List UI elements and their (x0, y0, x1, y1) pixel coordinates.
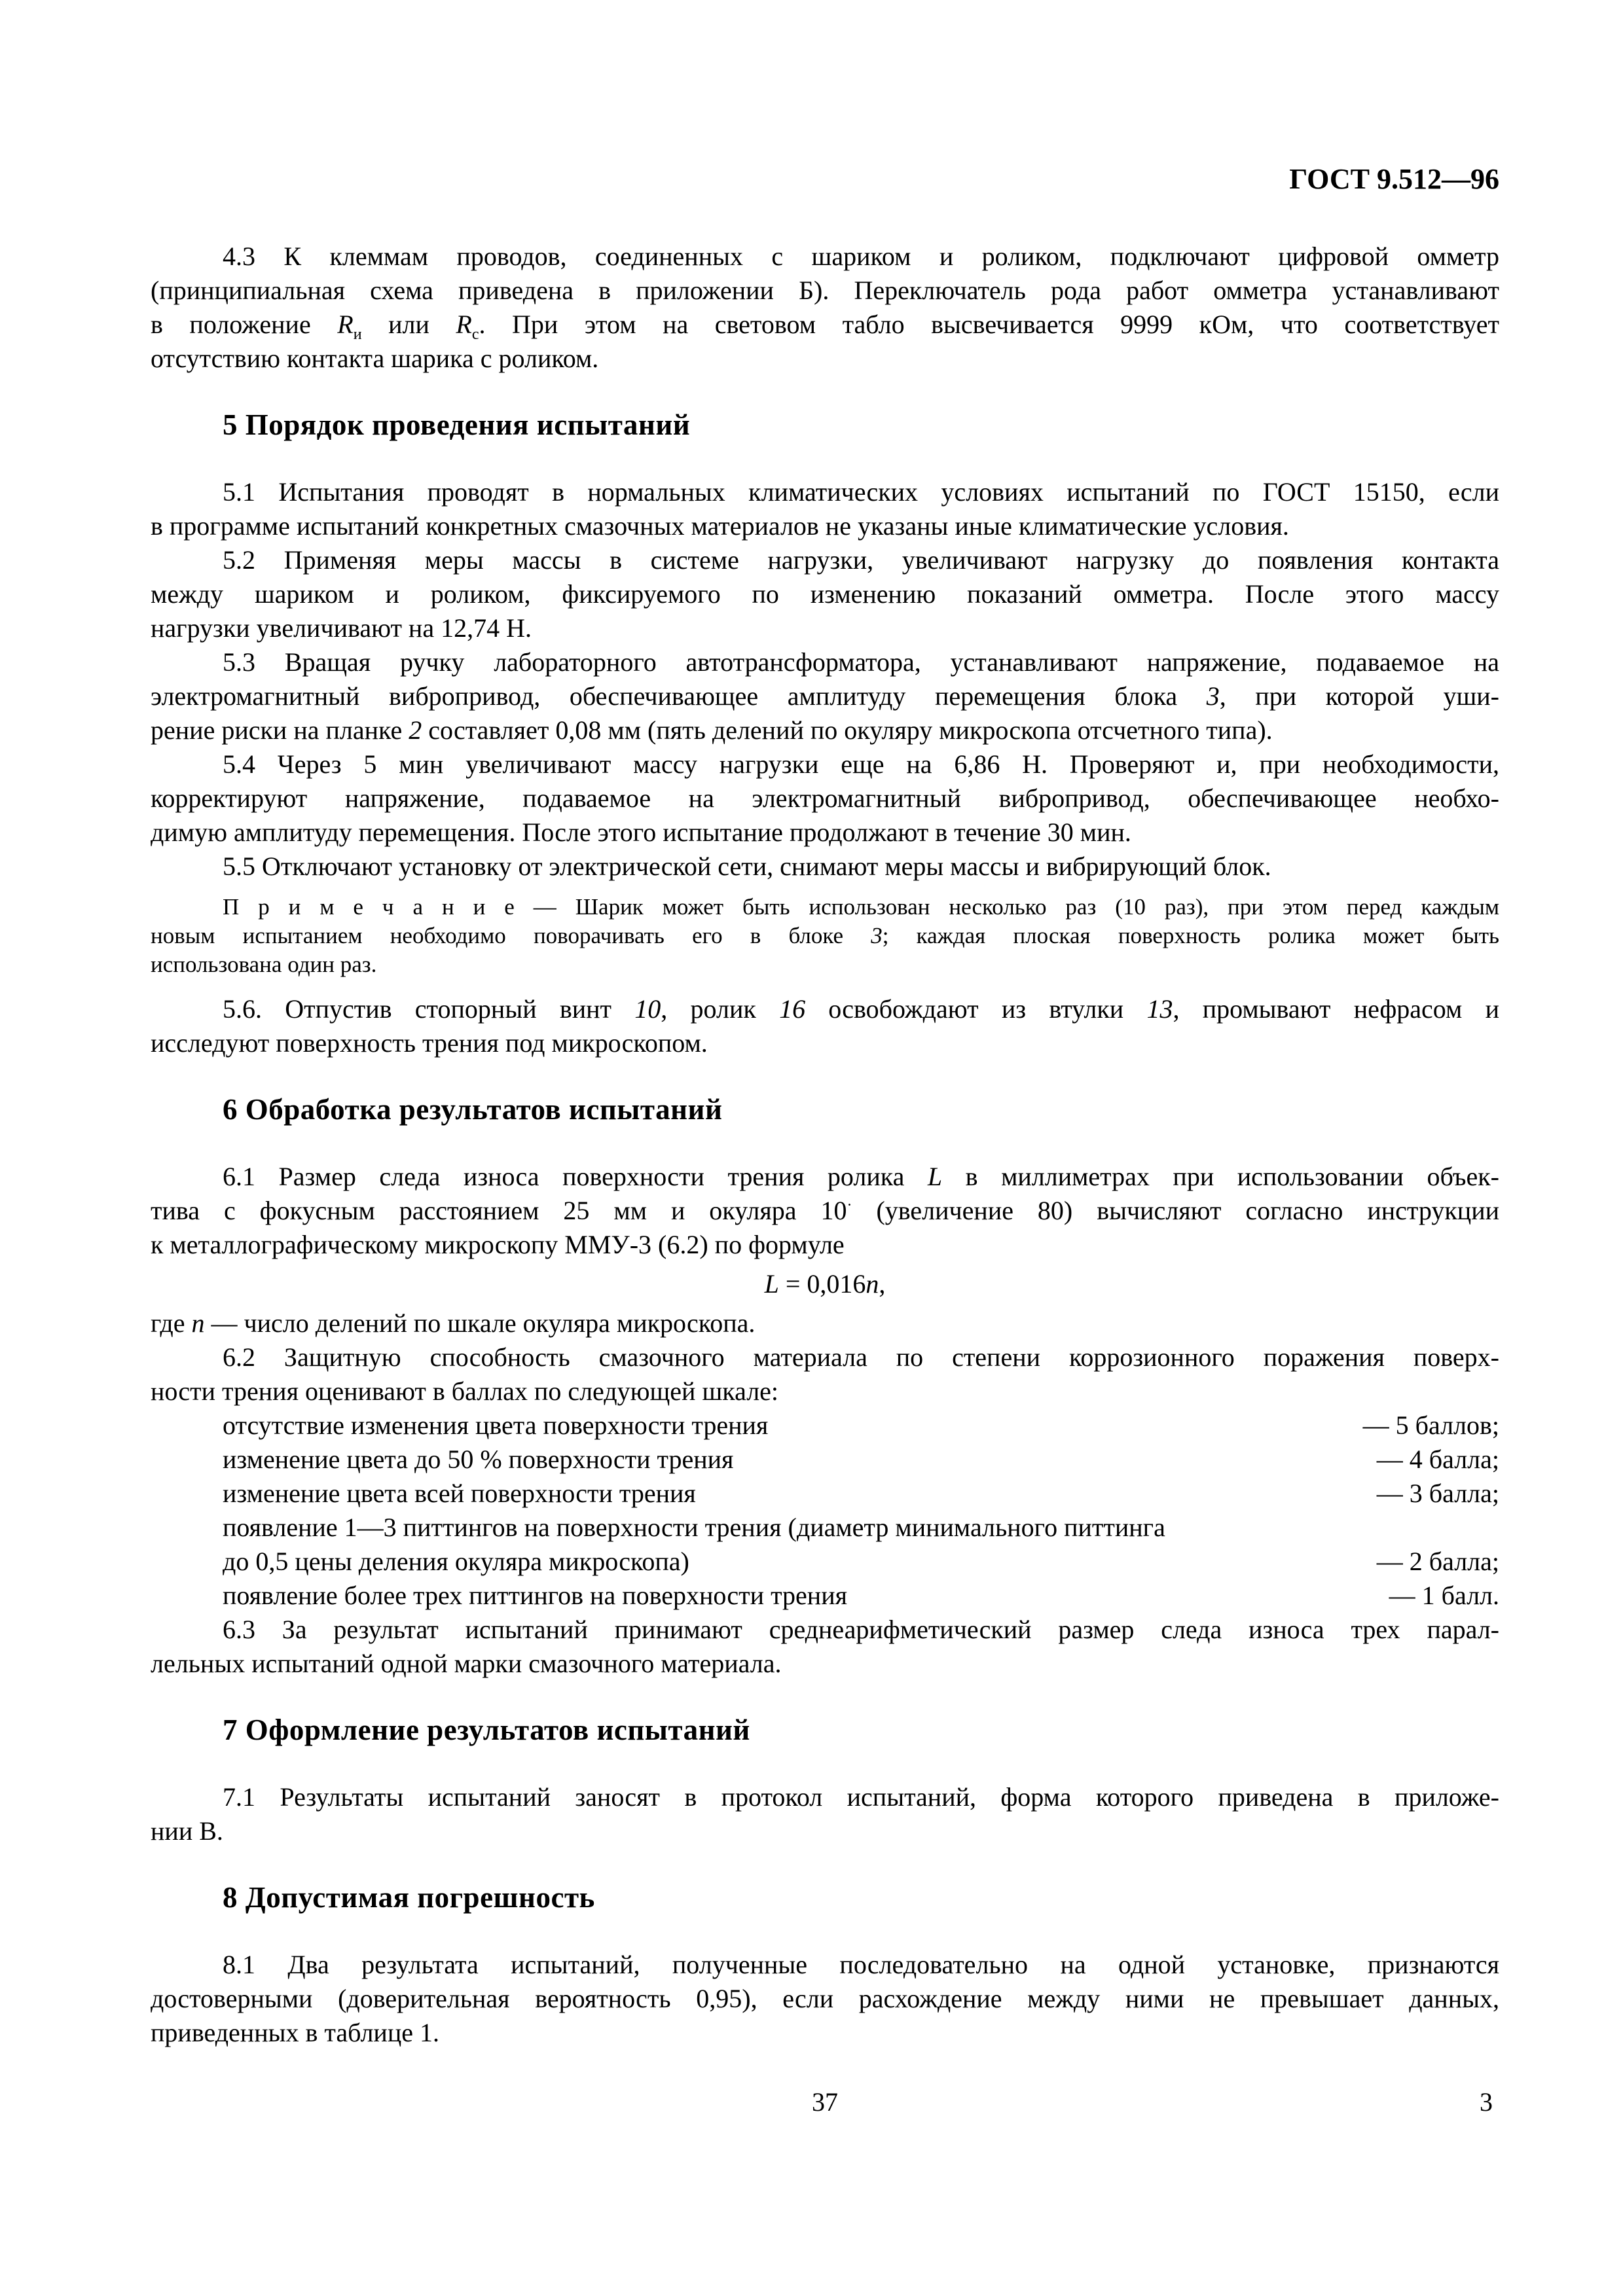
text-line (151, 308, 1499, 342)
text-line (151, 1160, 1499, 1194)
note-ball-reuse (151, 893, 1499, 979)
text-line (151, 893, 1499, 922)
scale-item (151, 1477, 1499, 1511)
text-run: , при которой уши- (1219, 681, 1499, 711)
text-run-italic: R (337, 310, 354, 339)
para-5-3 (151, 645, 1499, 747)
document-content (151, 240, 1499, 2050)
text-line (151, 816, 1499, 850)
text-run: димую амплитуду перемещения. После этого испытание продолжают в течение 30 мин. (151, 817, 1131, 847)
text-line (151, 1613, 1499, 1647)
text-run: нагрузки увеличивают на 12,74 Н. (151, 613, 532, 643)
text-run: нии В. (151, 1816, 223, 1846)
text-run: 6.1 Размер следа износа поверхности трения ролика (223, 1162, 928, 1191)
text-line (151, 2016, 1499, 2050)
document-code-header: ГОСТ 9.512—96 (1289, 163, 1499, 195)
para-5-2 (151, 543, 1499, 645)
page-footer (151, 2085, 1499, 2119)
text-run: 6.2 Защитную способность смазочного материала по степени коррозионного поражения поверх- (223, 1342, 1499, 1372)
scale-item (151, 1545, 1499, 1579)
scale-item (151, 1443, 1499, 1477)
text-line (151, 475, 1499, 509)
text-run: появление более трех питтингов на поверхности трения (223, 1581, 848, 1610)
text-line (151, 645, 1499, 679)
scale-item (151, 1408, 1499, 1443)
text-run: отсутствию контакта шарика с роликом. (151, 344, 599, 373)
scale-item-text (223, 1443, 733, 1477)
text-line (151, 274, 1499, 308)
text-run: использована один раз. (151, 952, 377, 977)
text-run: в программе испытаний конкретных смазочных материалов не указаны иные климатические условия. (151, 511, 1289, 541)
formula-wear-size (151, 1267, 1499, 1301)
text-run: исследуют поверхность трения под микроскопом. (151, 1028, 708, 1058)
text-run-italic: 3 (1206, 681, 1220, 711)
scale-item-score: — 1 балл. (1389, 1581, 1499, 1610)
para-5-5 (151, 850, 1499, 884)
para-5-1 (151, 475, 1499, 543)
scale-item-text (223, 1511, 1165, 1545)
section-6-heading: 6 Обработка результатов испытаний (223, 1093, 723, 1126)
text-run-italic: 3 (871, 923, 883, 948)
para-6-2 (151, 1340, 1499, 1408)
text-run-italic: L (927, 1162, 943, 1191)
text-run: корректируют напряжение, подаваемое на электромагнитный вибропривод, обеспечивающее необхо- (151, 783, 1499, 813)
text-run: П р и м е ч а н и е — Шарик может быть использован несколько раз (10 раз), при этом перед каждым (223, 894, 1499, 920)
text-run: между шариком и роликом, фиксируемого по изменению показаний омметра. После этого массу (151, 579, 1499, 609)
para-8-1 (151, 1948, 1499, 2050)
scale-item (151, 1511, 1499, 1545)
text-run: составляет 0,08 мм (пять делений по окуляру микроскопа отсчетного типа). (422, 715, 1273, 745)
scale-item-text (223, 1477, 696, 1511)
text-run: — число делений по шкале окуляра микроскопа. (204, 1308, 756, 1338)
text-run: лельных испытаний одной марки смазочного материала. (151, 1649, 782, 1678)
sheet-number: 37 (812, 2087, 838, 2117)
text-run: 8.1 Два результата испытаний, полученные последовательно на одной установке, признаются (223, 1950, 1499, 1979)
text-line (151, 1982, 1499, 2016)
text-run: 5.5 Отключают установку от электрической сети, снимают меры массы и вибрирующий блок. (223, 852, 1271, 881)
text-line (151, 1228, 1499, 1262)
text-line (151, 850, 1499, 884)
text-line (151, 1647, 1499, 1681)
text-line (151, 240, 1499, 274)
text-run: достоверными (доверительная вероятность 0,95), если расхождение между ними не превышает данных, (151, 1984, 1499, 2013)
section-5-heading: 5 Порядок проведения испытаний (223, 408, 691, 441)
text-run: = 0,016 (778, 1269, 866, 1299)
text-run: к металлографическому микроскопу ММУ-3 (6.2) по формуле (151, 1230, 845, 1259)
text-line (151, 679, 1499, 713)
text-run: освобождают из втулки (805, 994, 1147, 1024)
text-run: (увеличение 80) вычисляют согласно инструкции (852, 1196, 1500, 1225)
text-run: , промывают нефрасом и (1173, 994, 1500, 1024)
para-6-1 (151, 1160, 1499, 1262)
scale-item-score: — 4 балла; (1376, 1444, 1499, 1474)
section-7-heading: 7 Оформление результатов испытаний (223, 1713, 750, 1746)
text-line (151, 781, 1499, 816)
text-run-sub: и (353, 326, 362, 343)
text-line (151, 1026, 1499, 1060)
text-line (151, 747, 1499, 781)
text-line (151, 611, 1499, 645)
text-run: 5.6. Отпустив стопорный винт (223, 994, 635, 1024)
text-run: новым испытанием необходимо поворачивать его в блоке (151, 923, 871, 948)
text-run: или (361, 310, 456, 339)
corrosion-score-scale (151, 1408, 1499, 1613)
text-line (151, 992, 1499, 1026)
text-run: изменение цвета всей поверхности трения (223, 1479, 696, 1508)
text-line (151, 1340, 1499, 1374)
scale-item-text (223, 1408, 768, 1443)
text-line (151, 1194, 1499, 1228)
text-run: в положение (151, 310, 338, 339)
text-run-italic: 13 (1146, 994, 1173, 1024)
text-run: 5.1 Испытания проводят в нормальных климатических условиях испытаний по ГОСТ 15150, если (223, 477, 1499, 507)
text-run: ; каждая плоская поверхность ролика может быть (882, 923, 1500, 948)
para-7-1 (151, 1780, 1499, 1848)
text-run: 4.3 К клеммам проводов, соединенных с шариком и роликом, подключают цифровой омметр (223, 242, 1499, 271)
text-run-italic: 16 (779, 994, 806, 1024)
text-run-italic: L (764, 1269, 779, 1299)
text-run: ности трения оценивают в баллах по следующей шкале: (151, 1376, 779, 1406)
text-run-sup: · (847, 1196, 852, 1214)
text-run: до 0,5 цены деления окуляра микроскопа) (223, 1547, 689, 1576)
text-run: 5.2 Применяя меры массы в системе нагрузки, увеличивают нагрузку до появления контакта (223, 545, 1499, 575)
scale-item-text (223, 1579, 847, 1613)
text-line (151, 1948, 1499, 1982)
text-run: 7.1 Результаты испытаний заносят в протокол испытаний, форма которого приведена в приложе- (223, 1782, 1499, 1812)
para-5-4 (151, 747, 1499, 850)
text-run-italic: n (191, 1308, 205, 1338)
text-line (151, 1306, 1499, 1340)
scale-item-score: — 3 балла; (1376, 1479, 1499, 1508)
text-run: (принципиальная схема приведена в приложении Б). Переключатель рода работ омметра устанавливают (151, 276, 1499, 305)
text-run-italic: 10 (634, 994, 661, 1024)
text-run: 6.3 За результат испытаний принимают среднеарифметический размер следа износа трех парал- (223, 1615, 1499, 1644)
text-run: тива с фокусным расстоянием 25 мм и окуляра 10 (151, 1196, 847, 1225)
text-run: приведенных в таблице 1. (151, 2018, 439, 2047)
text-line (151, 1814, 1499, 1848)
text-run: 5.3 Вращая ручку лабораторного автотрансформатора, устанавливают напряжение, подаваемое на (223, 647, 1499, 677)
text-line (151, 922, 1499, 950)
text-run: 5.4 Через 5 мин увеличивают массу нагрузки еще на 6,86 Н. Проверяют и, при необходимости, (223, 749, 1499, 779)
text-line (151, 543, 1499, 577)
text-run: рение риски на планке (151, 715, 409, 745)
text-line (151, 342, 1499, 376)
section-8-heading: 8 Допустимая погрешность (223, 1881, 595, 1914)
page-number: 3 (1480, 2087, 1493, 2117)
text-line (151, 509, 1499, 543)
text-run: , ролик (661, 994, 780, 1024)
para-formula-where (151, 1306, 1499, 1340)
text-run: изменение цвета до 50 % поверхности трения (223, 1444, 734, 1474)
text-run: где (151, 1308, 192, 1338)
para-6-3 (151, 1613, 1499, 1681)
para-5-6 (151, 992, 1499, 1060)
text-line (151, 1374, 1499, 1408)
text-run-italic: 2 (409, 715, 422, 745)
text-run-italic: R (456, 310, 472, 339)
text-run: . При этом на световом табло высвечивается 9999 кОм, что соответствует (479, 310, 1499, 339)
text-run: электромагнитный вибропривод, обеспечивающее амплитуду перемещения блока (151, 681, 1207, 711)
scale-item-text (223, 1545, 689, 1579)
para-4-3 (151, 240, 1499, 376)
text-run: в миллиметрах при использовании объек- (942, 1162, 1499, 1191)
text-line (151, 950, 1499, 979)
text-line (151, 577, 1499, 611)
text-run: появление 1—3 питтингов на поверхности трения (диаметр минимального питтинга (223, 1513, 1165, 1542)
scale-item (151, 1579, 1499, 1613)
text-run: отсутствие изменения цвета поверхности трения (223, 1410, 769, 1440)
text-run: , (879, 1269, 886, 1299)
scale-item-score: — 2 балла; (1376, 1547, 1499, 1576)
text-run-sub: с (471, 326, 479, 343)
text-line (151, 1780, 1499, 1814)
text-run-italic: n (866, 1269, 879, 1299)
text-line (151, 713, 1499, 747)
scale-item-score: — 5 баллов; (1362, 1410, 1499, 1440)
